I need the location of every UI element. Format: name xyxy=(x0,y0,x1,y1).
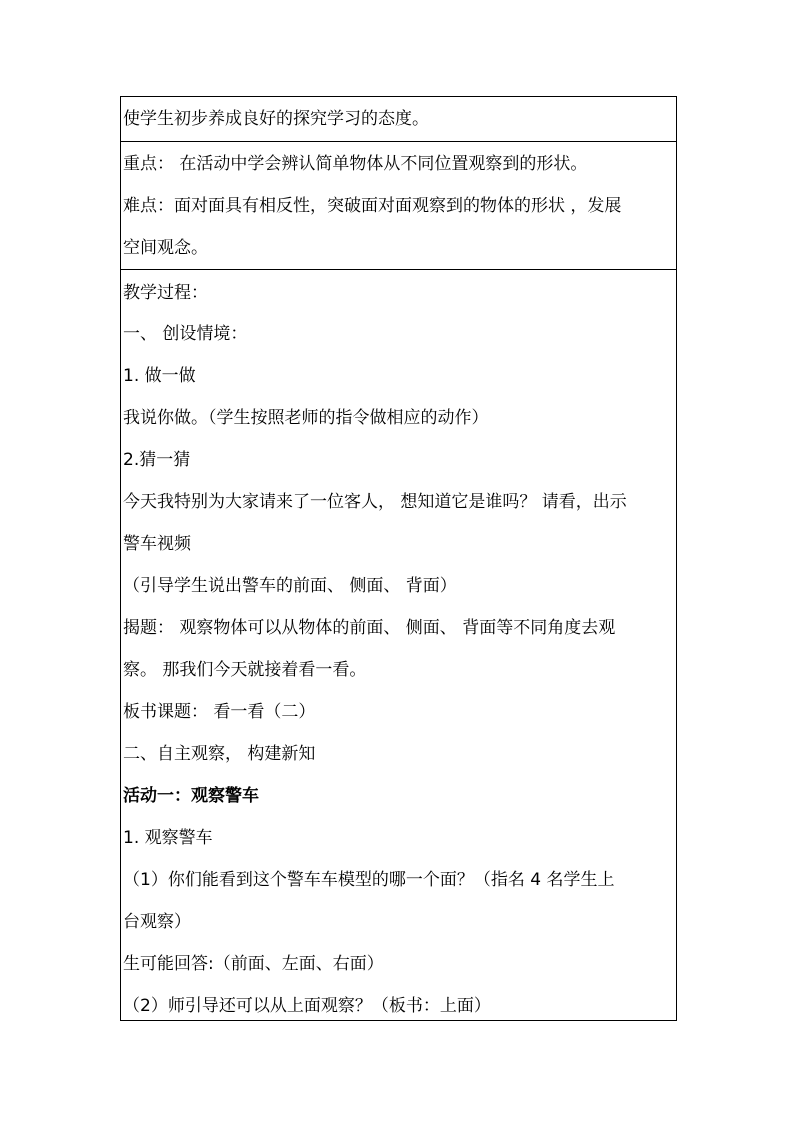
text-line: 1. 做一做 xyxy=(123,366,196,386)
text-line: （1）你们能看到这个警车车模型的哪一个面？（指名 4 名学生上 xyxy=(123,870,615,890)
text-line: 空间观念。 xyxy=(123,238,208,258)
text-line: 2.猜一猜 xyxy=(123,450,191,470)
text-line: 重点： 在活动中学会辨认简单物体从不同位置观察到的形状。 xyxy=(123,154,588,174)
table-row xyxy=(121,97,677,142)
key-points-cell xyxy=(121,142,677,270)
text-line: 教学过程： xyxy=(123,283,208,303)
objective-cell xyxy=(121,97,677,142)
text-line: 我说你做。（学生按照老师的指令做相应的动作） xyxy=(123,408,489,428)
text-line: 二、自主观察， 构建新知 xyxy=(123,744,316,764)
text-line: 1. 观察警车 xyxy=(123,828,213,848)
table-row xyxy=(121,270,677,1021)
text-line: 台观察） xyxy=(123,912,191,932)
text-line: 揭题： 观察物体可以从物体的前面、 侧面、 背面等不同角度去观 xyxy=(123,618,616,638)
text-line: 一、 创设情境： xyxy=(123,324,248,344)
text-line: 生可能回答:（前面、左面、右面） xyxy=(123,954,384,974)
text-line: 察。 那我们今天就接着看一看。 xyxy=(123,660,367,680)
text-line: 难点：面对面具有相反性，突破面对面观察到的物体的形状 ，发展 xyxy=(123,196,622,216)
text-line: （引导学生说出警车的前面、 侧面、 背面） xyxy=(123,576,457,596)
teaching-process-cell xyxy=(121,270,677,1021)
activity-heading: 活动一：观察警车 xyxy=(123,786,259,806)
text-line: （2）师引导还可以从上面观察？（板书：上面） xyxy=(123,996,491,1016)
lesson-plan-table xyxy=(120,96,677,1021)
text-line: 警车视频 xyxy=(123,534,191,554)
text-line: 使学生初步养成良好的探究学习的态度。 xyxy=(123,109,429,129)
text-line: 今天我特别为大家请来了一位客人， 想知道它是谁吗？ 请看，出示 xyxy=(123,492,627,512)
text-line: 板书课题： 看一看（二） xyxy=(123,702,316,722)
table-row xyxy=(121,142,677,270)
